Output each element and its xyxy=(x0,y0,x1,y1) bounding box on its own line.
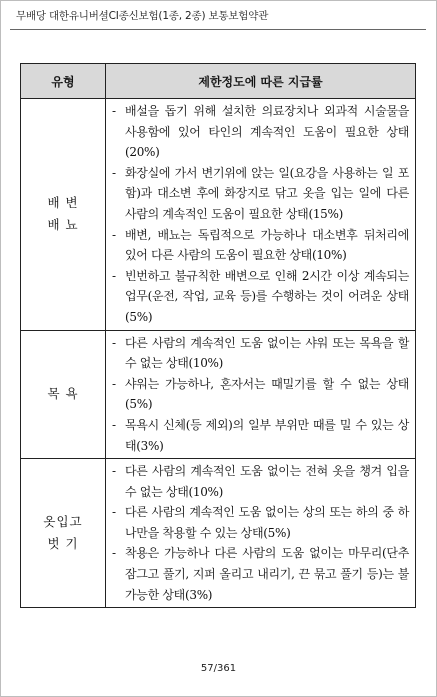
payout-rate-table xyxy=(20,63,416,608)
type-cell-bathing xyxy=(21,330,106,459)
column-header-rate: 제한정도에 따른 지급률 xyxy=(106,64,416,99)
type-label-line2: 배 뇨 xyxy=(47,217,79,233)
list-item: - 화장실에 가서 변기위에 앉는 일(요강을 사용하는 일 포함)과 대소변 후에 화장지로 닦고 옷을 입는 일에 다른 사람의 계속적인 도움이 필요한 상태(15%) xyxy=(108,163,409,225)
document-header: 무배당 대한유니버셜CI종신보험(1종, 2종) 보통보험약관 xyxy=(16,10,269,22)
list-item: - 착용은 가능하나 다른 사람의 도움 없이는 마무리(단추 잠그고 풀기, 지퍼 올리고 내리기, 끈 묶고 풀기 등)는 불가능한 상태(3%) xyxy=(108,543,409,605)
type-label-line1: 목 욕 xyxy=(47,386,79,402)
type-label-line2: 벗 기 xyxy=(47,536,79,552)
list-item: - 목욕시 신체(등 제외)의 일부 부위만 때를 밀 수 있는 상태(3%) xyxy=(108,415,409,456)
list-item: - 샤워는 가능하나, 혼자서는 때밀기를 할 수 없는 상태(5%) xyxy=(108,374,409,415)
column-header-type: 유형 xyxy=(21,64,106,99)
page-number: 57/361 xyxy=(200,663,237,674)
list-item: - 다른 사람의 계속적인 도움 없이는 전혀 옷을 챙겨 입을 수 없는 상태(10%) xyxy=(108,461,409,502)
type-cell-excretion xyxy=(21,99,106,331)
table-row-excretion xyxy=(21,99,416,331)
desc-cell-dressing xyxy=(106,459,416,608)
list-item: - 배설을 돕기 위해 설치한 의료장치나 외과적 시술물을 사용함에 있어 타인의 계속적인 도움이 필요한 상태(20%) xyxy=(108,101,409,163)
header-rule xyxy=(10,29,426,30)
desc-cell-excretion xyxy=(106,99,416,331)
table-row-dressing xyxy=(21,459,416,608)
table-header-row xyxy=(21,64,416,99)
list-item: - 다른 사람의 계속적인 도움 없이는 상의 또는 하의 중 하나만을 착용할 수 있는 상태(5%) xyxy=(108,502,409,543)
type-cell-dressing xyxy=(21,459,106,608)
list-item: - 배변, 배뇨는 독립적으로 가능하나 대소변후 뒤처리에 있어 다른 사람의 도움이 필요한 상태(10%) xyxy=(108,225,409,266)
list-item: - 다른 사람의 계속적인 도움 없이는 샤워 또는 목욕을 할 수 없는 상태(10%) xyxy=(108,333,409,374)
list-item: - 빈번하고 불규칙한 배변으로 인해 2시간 이상 계속되는 업무(운전, 작업, 교육 등)를 수행하는 것이 어려운 상태(5%) xyxy=(108,266,409,328)
type-label-line1: 배 변 xyxy=(47,195,79,211)
table-row-bathing xyxy=(21,330,416,459)
type-label-line1: 옷입고 xyxy=(43,514,83,530)
desc-cell-bathing xyxy=(106,330,416,459)
